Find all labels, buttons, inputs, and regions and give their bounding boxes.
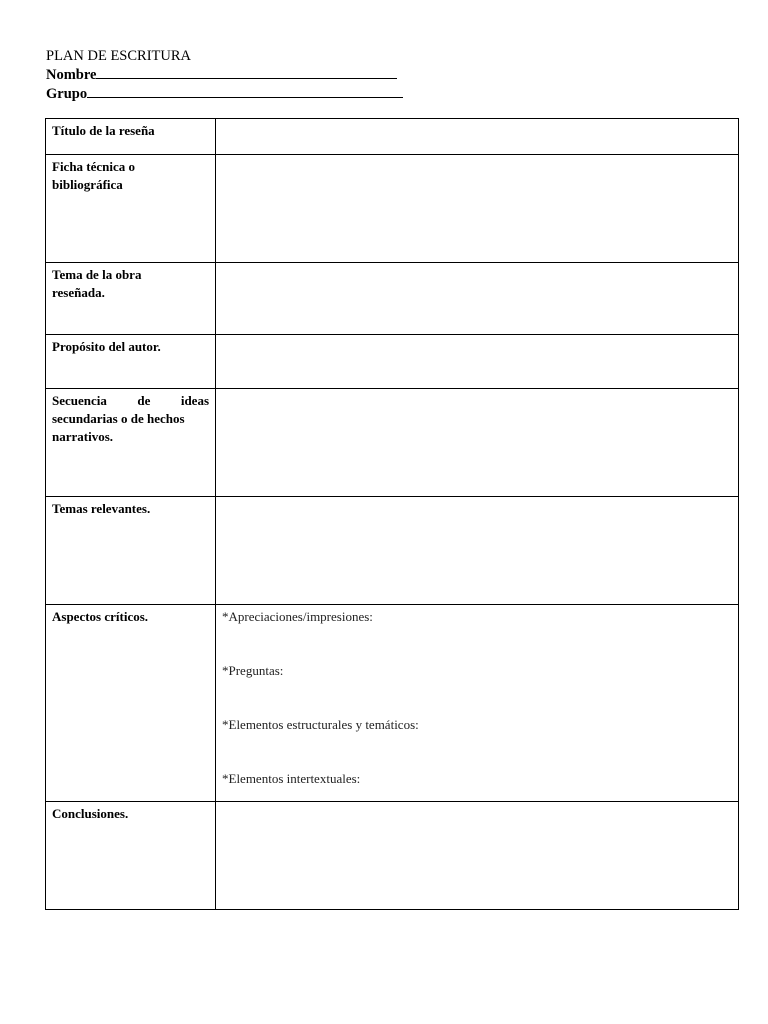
row-label-secuencia-word-1: Secuencia [52, 393, 107, 408]
row-label-conclusiones: Conclusiones. [46, 802, 216, 910]
row-label-tema-line-1: Tema de la obra [52, 267, 142, 282]
prompt-elementos-estructurales: *Elementos estructurales y temáticos: [222, 717, 419, 732]
table-row-conclusiones [46, 802, 739, 910]
row-label-tema [46, 263, 216, 335]
table-row-aspectos [46, 605, 739, 802]
row-label-secuencia-word-2: de [137, 393, 151, 408]
nombre-label: Nombre [46, 67, 97, 83]
row-label-temas: Temas relevantes. [46, 497, 216, 605]
nombre-line [46, 65, 403, 84]
table-row-tema [46, 263, 739, 335]
table-row-ficha [46, 155, 739, 263]
row-label-ficha-line-2: bibliográfica [52, 177, 123, 192]
row-content-aspectos [216, 605, 739, 802]
row-label-ficha-line-1: Ficha técnica o [52, 159, 136, 174]
table-row-secuencia [46, 389, 739, 497]
row-label-secuencia-line-2: secundarias o de hechos [52, 411, 185, 426]
row-content-secuencia [216, 389, 739, 497]
row-content-proposito [216, 335, 739, 389]
prompt-elementos-intertextuales: *Elementos intertextuales: [222, 771, 361, 786]
row-label-tema-line-2: reseñada. [52, 285, 105, 300]
nombre-field-line [96, 65, 397, 79]
row-content-conclusiones [216, 802, 739, 910]
row-label-ficha [46, 155, 216, 263]
grupo-line [46, 84, 403, 103]
prompt-preguntas: *Preguntas: [222, 663, 284, 678]
grupo-label: Grupo [46, 86, 88, 102]
row-label-secuencia [46, 389, 216, 497]
document-header [46, 47, 403, 103]
row-content-titulo [216, 119, 739, 155]
row-label-secuencia-line-1 [52, 392, 209, 410]
writing-plan-table [45, 118, 739, 910]
grupo-field-line [87, 84, 403, 98]
table-row-titulo [46, 119, 739, 155]
prompt-apreciaciones: *Apreciaciones/impresiones: [222, 609, 373, 624]
document-title: PLAN DE ESCRITURA [46, 48, 192, 64]
row-content-tema [216, 263, 739, 335]
row-label-proposito: Propósito del autor. [46, 335, 216, 389]
row-label-secuencia-line-3: narrativos. [52, 429, 114, 444]
table-row-proposito [46, 335, 739, 389]
row-label-aspectos: Aspectos críticos. [46, 605, 216, 802]
row-content-ficha [216, 155, 739, 263]
row-content-temas [216, 497, 739, 605]
table-row-temas [46, 497, 739, 605]
row-label-titulo: Título de la reseña [46, 119, 216, 155]
row-label-secuencia-word-3: ideas [180, 393, 209, 408]
